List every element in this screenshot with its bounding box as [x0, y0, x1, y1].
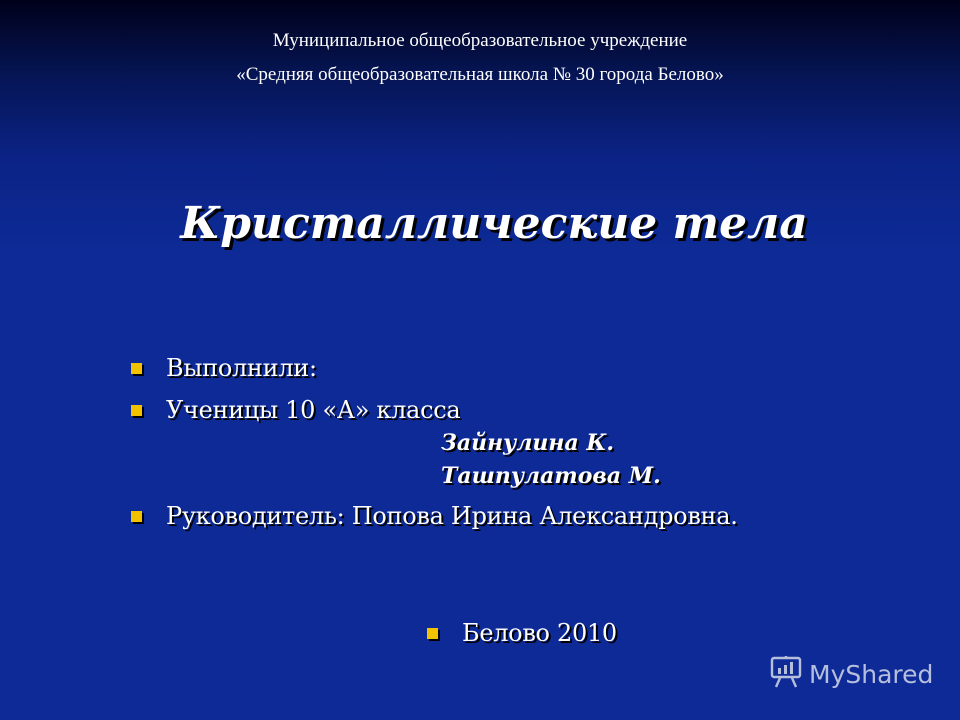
- presentation-board-icon: [769, 656, 803, 692]
- author-name-2: Ташпулатова М.: [441, 463, 661, 489]
- author-name-1: Зайнулина К.: [441, 430, 615, 456]
- slide-title: Кристаллические тела: [180, 198, 808, 249]
- bullet-text: Выполнили:: [166, 354, 317, 382]
- bullet-text: Руководитель: Попова Ирина Александровна.: [166, 502, 738, 530]
- bullet-city-year: [427, 619, 617, 647]
- square-bullet-icon: [131, 363, 142, 374]
- square-bullet-icon: [427, 628, 438, 639]
- watermark: [769, 656, 933, 692]
- bullet-text: Ученицы 10 «А» класса: [166, 396, 461, 424]
- watermark-text: MyShared: [809, 659, 934, 689]
- bullet-supervisor: [131, 502, 738, 530]
- bullet-students: [131, 396, 460, 424]
- institution-line-1: Муниципальное общеобразовательное учреждение: [272, 30, 688, 51]
- bullet-performed-by: [131, 354, 317, 382]
- institution-line-2: «Средняя общеобразовательная школа № 30 города Белово»: [236, 64, 724, 85]
- bullet-text: Белово 2010: [462, 619, 617, 647]
- square-bullet-icon: [131, 405, 142, 416]
- square-bullet-icon: [131, 511, 142, 522]
